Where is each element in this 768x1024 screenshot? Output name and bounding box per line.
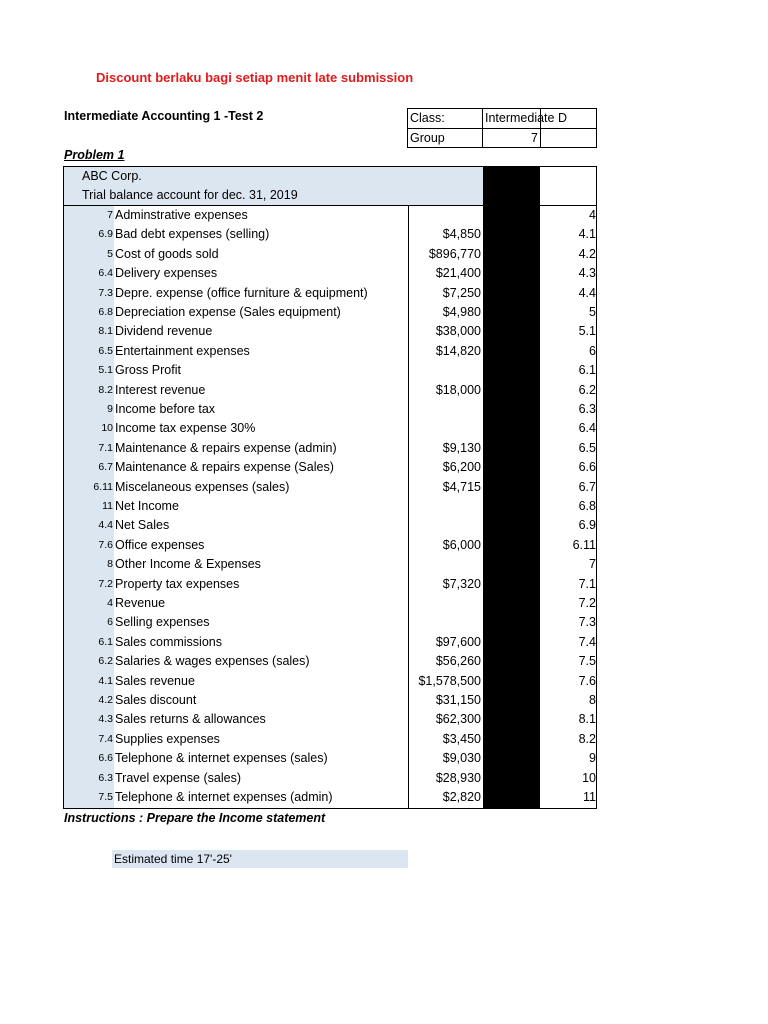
table-subtitle: Trial balance account for dec. 31, 2019 — [82, 188, 298, 202]
account-number: 4.4 — [98, 519, 113, 532]
estimated-time: Estimated time 17'-25' — [112, 850, 408, 868]
account-number: 8.2 — [98, 383, 113, 396]
class-value: Intermediate D — [485, 111, 567, 125]
table-row — [64, 303, 598, 322]
reference-number: 4.3 — [578, 266, 596, 281]
reference-number: 7.2 — [578, 596, 596, 610]
reference-number: 8.1 — [578, 712, 596, 727]
reference-number: 6.11 — [572, 537, 596, 552]
reference-number: 7.5 — [578, 654, 596, 669]
table-row — [64, 264, 598, 283]
account-number: 4.1 — [98, 674, 113, 687]
instructions: Instructions : Prepare the Income statement — [64, 811, 326, 825]
account-amount: $4,715 — [442, 479, 481, 494]
account-number: 8.1 — [98, 325, 113, 338]
course-title: Intermediate Accounting 1 -Test 2 — [64, 109, 264, 123]
account-amount: $6,200 — [442, 460, 481, 475]
account-name: Telephone & internet expenses (sales) — [115, 751, 328, 766]
account-number: 6.1 — [98, 635, 113, 648]
account-amount: $28,930 — [435, 770, 481, 785]
reference-number: 4 — [589, 208, 596, 222]
table-row — [64, 672, 598, 691]
reference-number: 7.3 — [578, 615, 596, 630]
table-row — [64, 361, 598, 380]
account-number: 5.1 — [98, 364, 113, 377]
reference-number: 10 — [582, 770, 596, 785]
account-name: Property tax expenses — [115, 576, 240, 591]
account-number: 7.4 — [98, 732, 113, 745]
account-amount: $21,400 — [435, 266, 481, 281]
reference-number: 6.2 — [578, 382, 596, 397]
account-number: 6.7 — [98, 461, 113, 474]
account-name: Office expenses — [115, 537, 205, 552]
table-row — [64, 400, 598, 419]
account-name: Sales discount — [115, 693, 197, 707]
reference-number: 6 — [589, 343, 596, 358]
account-name: Adminstrative expenses — [115, 208, 248, 222]
account-amount: $14,820 — [435, 343, 481, 358]
account-name: Delivery expenses — [115, 266, 218, 281]
reference-number: 6.6 — [578, 460, 596, 475]
table-row — [64, 536, 598, 555]
account-number: 6.8 — [98, 306, 113, 318]
account-number: 11 — [102, 500, 113, 512]
account-number: 6.3 — [98, 771, 113, 784]
account-amount: $1,578,500 — [418, 673, 481, 688]
table-row — [64, 284, 598, 303]
reference-number: 6.9 — [578, 518, 596, 533]
account-amount: $56,260 — [435, 654, 481, 669]
account-name: Revenue — [115, 596, 166, 610]
reference-number: 8.2 — [578, 731, 596, 746]
reference-number: 8 — [589, 693, 596, 707]
account-number: 5 — [107, 247, 113, 260]
table-row — [64, 419, 598, 438]
account-name: Sales commissions — [115, 634, 222, 649]
account-number: 8 — [107, 558, 113, 571]
table-row — [64, 710, 598, 729]
reference-number: 4.4 — [578, 285, 596, 300]
account-number: 6 — [107, 616, 113, 629]
account-amount: $3,450 — [442, 731, 481, 746]
reference-number: 6.3 — [578, 402, 596, 416]
reference-number: 5 — [589, 305, 596, 319]
account-name: Travel expense (sales) — [115, 770, 241, 785]
class-label: Class: — [410, 111, 445, 125]
account-name: Bad debt expenses (selling) — [115, 227, 270, 242]
account-name: Sales revenue — [115, 673, 195, 688]
reference-number: 9 — [589, 751, 596, 766]
account-number: 6.2 — [98, 655, 113, 668]
account-amount: $2,820 — [442, 790, 481, 804]
account-amount: $896,770 — [428, 246, 481, 261]
account-amount: $38,000 — [435, 324, 481, 339]
trial-balance-table — [63, 166, 597, 809]
table-row — [64, 439, 598, 458]
account-amount: $9,030 — [442, 751, 481, 766]
account-amount: $62,300 — [435, 712, 481, 727]
table-row — [64, 594, 598, 613]
table-row — [64, 788, 598, 807]
account-number: 6.6 — [98, 752, 113, 765]
account-number: 6.11 — [93, 480, 113, 493]
account-number: 6.5 — [98, 344, 113, 357]
account-name: Gross Profit — [115, 363, 181, 378]
table-row — [64, 342, 598, 361]
account-number: 7.2 — [98, 577, 113, 590]
group-value: 7 — [531, 131, 538, 145]
table-row — [64, 322, 598, 341]
account-name: Cost of goods sold — [115, 246, 219, 261]
company-name: ABC Corp. — [82, 169, 142, 183]
late-submission-notice: Discount berlaku bagi setiap menit late submission — [96, 70, 414, 85]
account-number: 6.9 — [98, 228, 113, 241]
table-row — [64, 691, 598, 710]
account-number: 6.4 — [98, 267, 113, 280]
account-amount: $9,130 — [442, 440, 481, 455]
account-amount: $97,600 — [435, 634, 481, 649]
account-number: 10 — [101, 422, 113, 435]
table-row — [64, 555, 598, 574]
reference-number: 6.5 — [578, 440, 596, 455]
account-name: Depreciation expense (Sales equipment) — [115, 305, 341, 319]
account-name: Selling expenses — [115, 615, 210, 630]
account-name: Depre. expense (office furniture & equipment) — [115, 285, 368, 300]
account-number: 7.1 — [98, 441, 113, 454]
reference-number: 7 — [589, 557, 596, 572]
account-name: Maintenance & repairs expense (Sales) — [115, 460, 334, 475]
table-row — [64, 652, 598, 671]
account-name: Other Income & Expenses — [115, 557, 261, 572]
account-name: Miscelaneous expenses (sales) — [115, 479, 290, 494]
account-number: 7.3 — [98, 286, 113, 299]
table-row — [64, 478, 598, 497]
reference-number: 6.1 — [578, 363, 596, 378]
account-name: Net Sales — [115, 518, 170, 533]
account-number: 4 — [107, 597, 113, 609]
account-amount: $4,980 — [442, 305, 481, 319]
table-row — [64, 749, 598, 768]
reference-number: 7.6 — [578, 673, 596, 688]
account-amount: $6,000 — [442, 537, 481, 552]
account-name: Maintenance & repairs expense (admin) — [115, 440, 337, 455]
account-name: Dividend revenue — [115, 324, 213, 339]
reference-number: 6.7 — [578, 479, 596, 494]
account-name: Sales returns & allowances — [115, 712, 266, 727]
table-row — [64, 458, 598, 477]
problem-label: Problem 1 — [64, 148, 125, 162]
reference-number: 4.1 — [578, 227, 596, 242]
account-name: Salaries & wages expenses (sales) — [115, 654, 310, 669]
reference-number: 6.8 — [578, 499, 596, 513]
table-row — [64, 245, 598, 264]
account-name: Income tax expense 30% — [115, 421, 256, 436]
account-number: 9 — [107, 403, 113, 415]
account-name: Income before tax — [115, 402, 216, 416]
account-name: Telephone & internet expenses (admin) — [115, 790, 333, 804]
table-row — [64, 206, 598, 225]
account-name: Entertainment expenses — [115, 343, 250, 358]
reference-number: 6.4 — [578, 421, 596, 436]
account-amount: $31,150 — [435, 693, 481, 707]
account-name: Interest revenue — [115, 382, 206, 397]
account-amount: $7,250 — [442, 285, 481, 300]
account-amount: $18,000 — [435, 382, 481, 397]
account-number: 4.3 — [98, 713, 113, 726]
account-name: Supplies expenses — [115, 731, 220, 746]
table-row — [64, 497, 598, 516]
account-number: 7 — [107, 209, 113, 221]
reference-number: 4.2 — [578, 246, 596, 261]
table-row — [64, 613, 598, 632]
table-row — [64, 381, 598, 400]
table-row — [64, 769, 598, 788]
table-row — [64, 633, 598, 652]
account-number: 7.6 — [98, 538, 113, 551]
table-row — [64, 730, 598, 749]
account-amount: $4,850 — [442, 227, 481, 242]
account-number: 7.5 — [98, 791, 113, 803]
account-name: Net Income — [115, 499, 179, 513]
account-amount: $7,320 — [442, 576, 481, 591]
reference-number: 5.1 — [578, 324, 596, 339]
class-group-box — [407, 108, 597, 148]
group-label: Group — [410, 131, 445, 145]
reference-number: 7.1 — [578, 576, 596, 591]
table-row — [64, 225, 598, 244]
reference-number: 11 — [583, 790, 596, 804]
account-number: 4.2 — [98, 694, 113, 706]
reference-number: 7.4 — [578, 634, 596, 649]
table-row — [64, 575, 598, 594]
table-row — [64, 516, 598, 535]
